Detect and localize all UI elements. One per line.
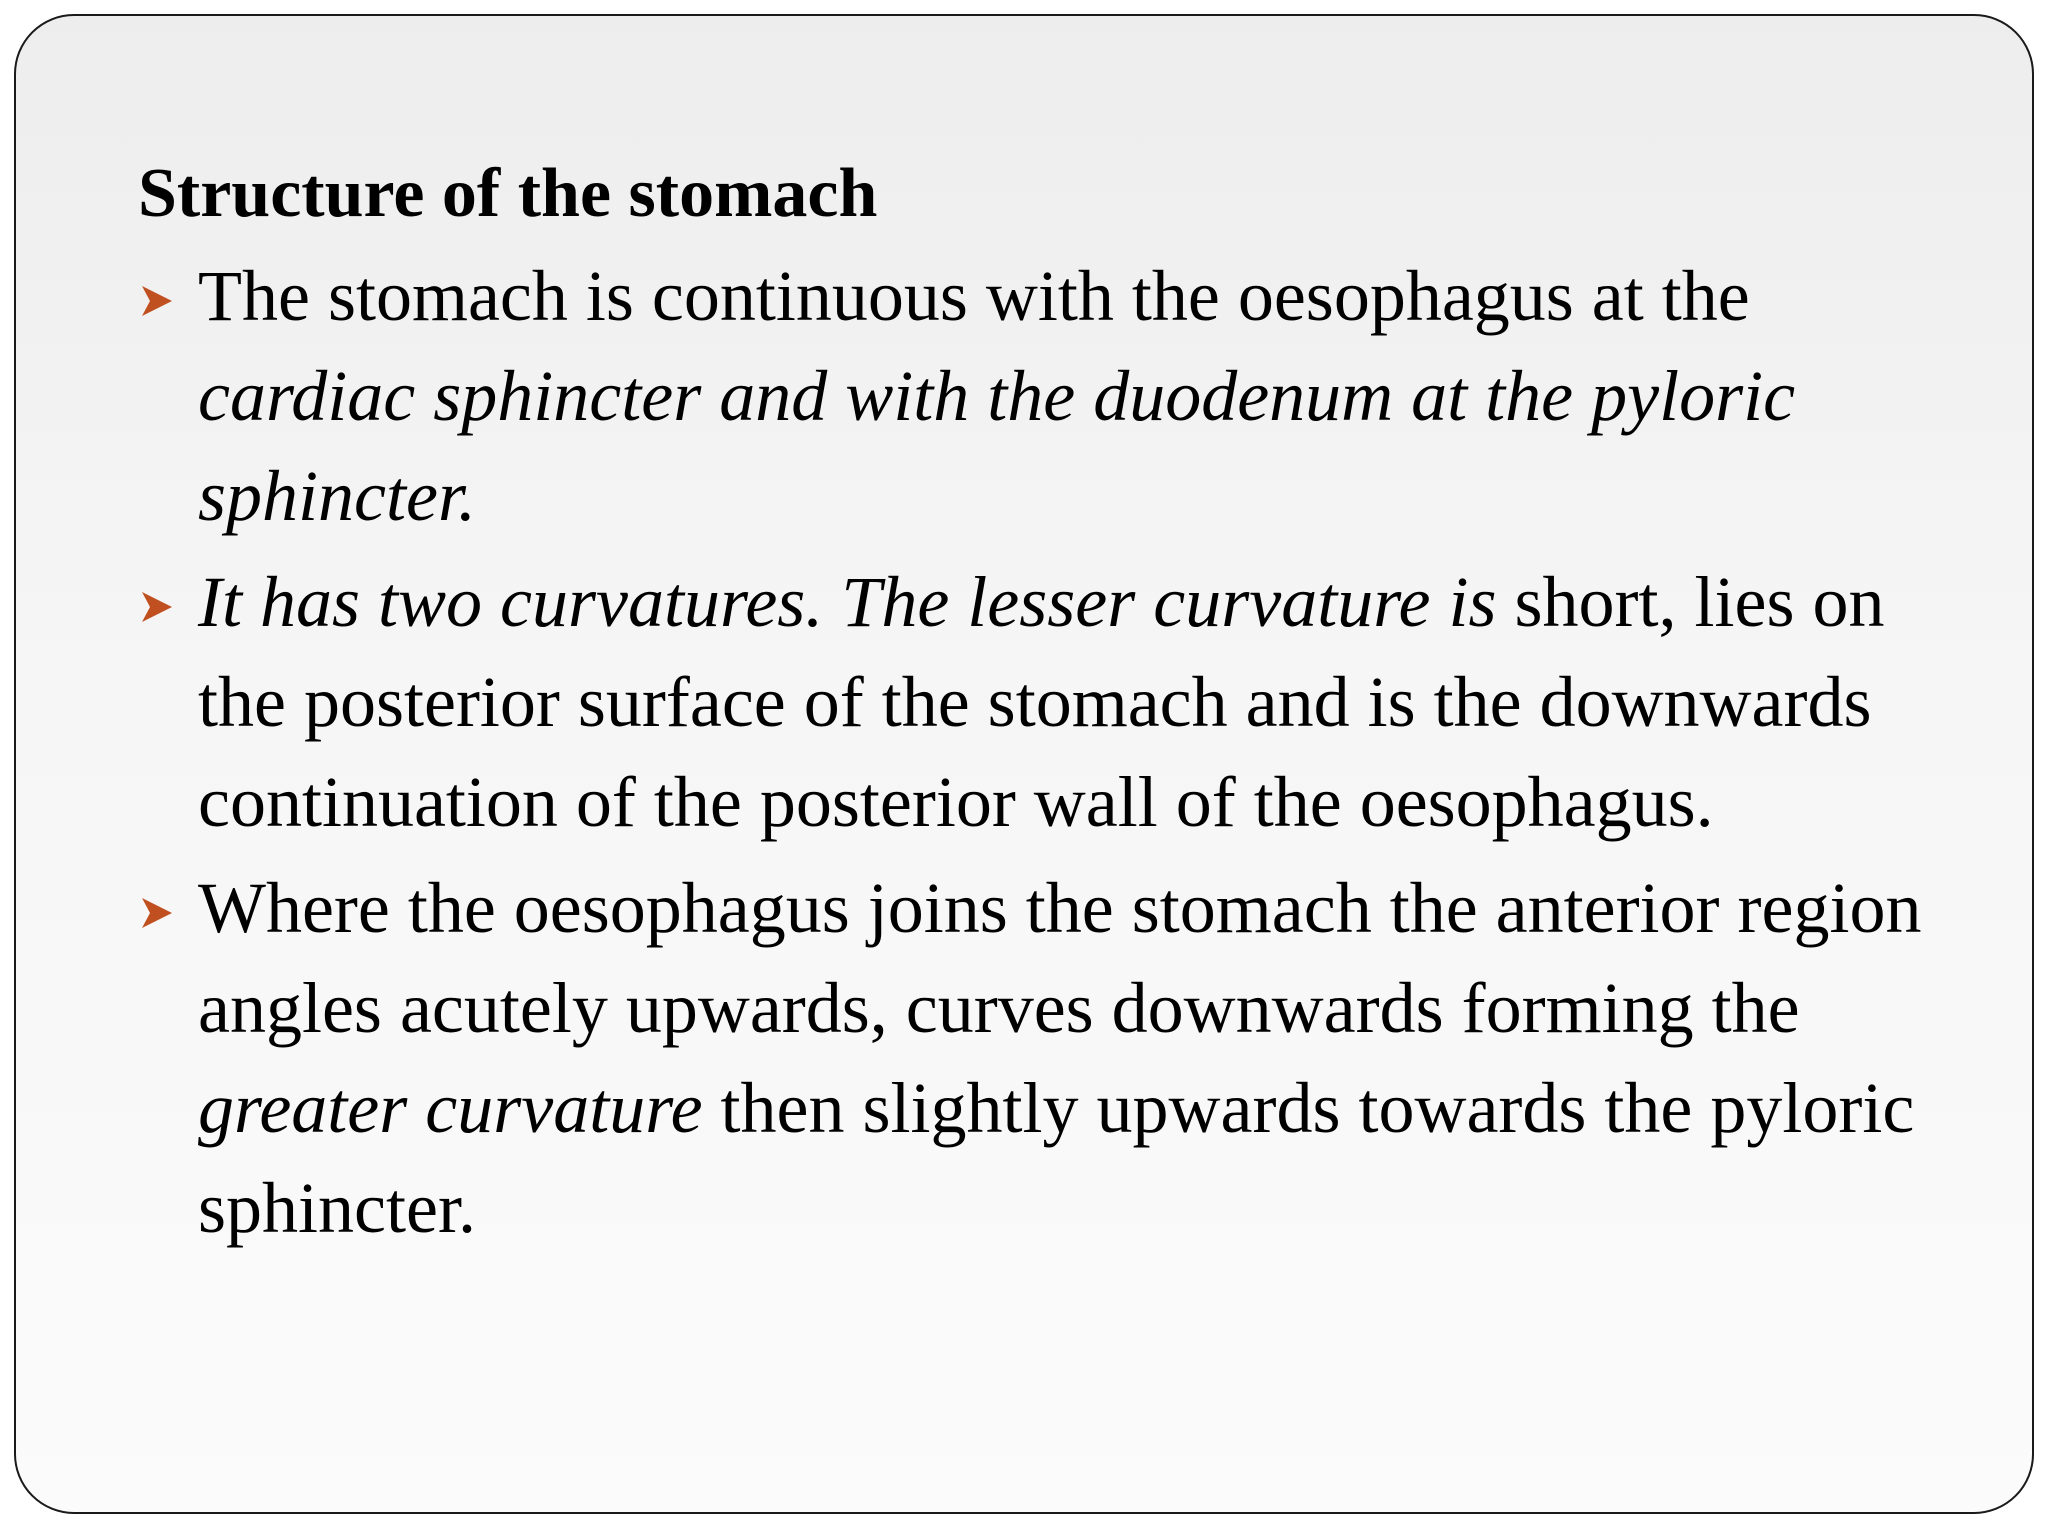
bullet-text-segment: short, lies on the posterior surface of the stomach and is the downwards continuation of the posterior wall of the oesophagus. xyxy=(198,562,1885,842)
arrowhead-bullet-icon xyxy=(140,590,174,624)
bullet-item-2 xyxy=(126,552,1956,852)
bullet-item-3 xyxy=(126,858,1956,1258)
slide-content xyxy=(126,146,1956,1264)
bullet-text xyxy=(198,256,1795,536)
bullet-text-segment: Where the oesophagus joins the stomach the anterior region angles acutely upwards, curves downwards forming the xyxy=(198,868,1922,1048)
bullet-text-segment: then slightly upwards towards the pyloric sphincter. xyxy=(198,1068,1915,1248)
slide-title: Structure of the stomach xyxy=(138,155,878,232)
bullet-item-1 xyxy=(126,246,1956,546)
arrowhead-bullet-icon xyxy=(140,284,174,318)
bullet-text xyxy=(198,868,1921,1248)
bullet-text xyxy=(198,562,1885,842)
bullet-text-italic-segment: greater curvature xyxy=(198,1068,703,1148)
bullet-text-italic-segment: It has two curvatures. The lesser curvature is xyxy=(198,562,1497,642)
arrowhead-bullet-icon xyxy=(140,896,174,930)
bullet-text-italic-segment: cardiac sphincter and with the duodenum at the pyloric sphincter. xyxy=(198,356,1796,536)
bullet-text-segment: The stomach is continuous with the oesophagus at the xyxy=(198,256,1750,336)
slide-frame xyxy=(14,14,2034,1514)
